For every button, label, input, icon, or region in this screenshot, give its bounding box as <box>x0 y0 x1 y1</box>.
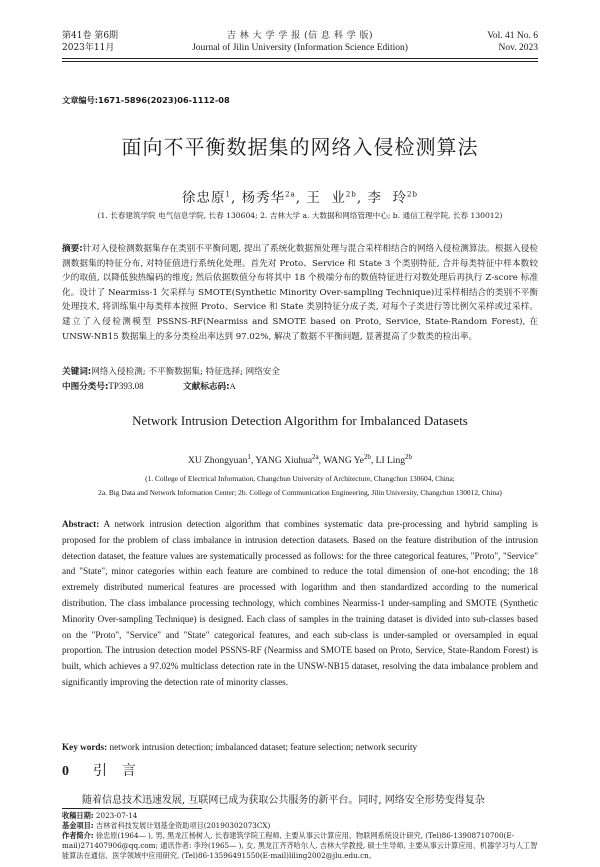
author-zh: 杨秀华$^{2a}$ <box>241 190 296 206</box>
author-en: LI Ling$^{2b}$ <box>375 453 412 467</box>
keywords-en-text: network intrusion detection; imbalanced dataset; feature selection; network security <box>109 742 418 752</box>
abstract-en <box>62 517 538 691</box>
author-en: WANG $Ye^{2b}$ <box>323 453 371 467</box>
abstract-zh-text: 针对入侵检测数据集存在类别不平衡问题, 提出了系统化数据预处理与混合采样相结合的网络入侵检测算法。根据入侵检测数据集的特征分布, 对特征值进行系统化处理。首先对 Proto、Service 和 State 3 个类别特征, 合并每类特征中样本数较少的取值, 以降低独热编码的维度; 然后依据数值分布将其中 18 个极端分布的数值特征进行对数处理后再执行 Z-score 标准化。设计了 Nearmiss-1 欠采样与 SMOTE(Synthetic Minority Over-sampling Technique)过采样相结合的类别不平衡处理技术, 将训练集中每类样本按照 Proto、Service 和 State 类别特征分成子类, 对每个子类进行等比例欠采样或过采样。建立了入侵检测模型 PSSNS-RF(Nearmiss and SMOTE based on Proto, Service, State-Random Forest), 在 UNSW-NB15 数据集上的多分类检出率达到 97.02%, 解决了数据不平衡问题, 显著提高了少数类的检出率。 <box>62 244 539 342</box>
affiliation-en-2: 2a. Big Data and Network Information Center; 2b. College of Communication Engineering, Jilin University, Changchun 130012, China) <box>98 488 502 497</box>
intro-paragraph: 随着信息技术迅速发展, 互联网已成为获取公共服务的新平台。同时, 网络安全形势变得复杂 <box>82 795 485 806</box>
abstract-zh <box>62 242 538 344</box>
footnote-received: 收稿日期: 2023-07-14 <box>62 811 138 820</box>
journal-name-en: Journal of Jilin University (Information Science Edition) <box>192 43 408 53</box>
abstract-zh-label: 摘要: <box>62 244 83 254</box>
footnote-bio: 作者简介: 徐忠原(1964— ), 男, 黑龙江杨树人, 长春建筑学院工程师, 主要从事云计算应用、物联网系统设计研究, (Tel)86-13908710700(E-mail)271407906@qq.com; 通讯作者: 李玲(1965— ), 女, 黑龙江齐齐哈尔人, 吉林大学教授, 硕士生导师, 主要从事云计算应用、机器学习与人工智能算法在通信、医学领域中应用研究, (Tel)86-13596491550(E-mail)liling2002@jlu.edu.cn。 <box>62 831 538 861</box>
abstract-en-label: Abstract: <box>62 519 100 529</box>
journal-name-zh: 吉 林 大 学 学 报 (信 息 科 学 版) <box>226 31 374 41</box>
authors-zh: 徐忠原$^1$, 杨秀华$^{2a}$, 王 业$^{2b}$, 李 玲$^{2b}$ <box>182 190 418 206</box>
author-zh: 徐忠原$^1$ <box>182 190 231 206</box>
volume-issue-zh: 第41卷 第6期 <box>62 31 119 41</box>
author-en: YANG Xiuhua$^{2a}$ <box>255 453 319 467</box>
author-zh: 王 业$^{2b}$ <box>306 190 357 206</box>
date-zh: 2023年11月 <box>62 43 115 53</box>
authors-en: XU Zhongyuan$^1$, YANG Xiuhua$^{2a}$, WANG $Ye^{2b}$, LI Ling$^{2b}$ <box>188 453 412 467</box>
doc-code: A <box>229 381 236 391</box>
classification-line: 中图分类号:TP393.08 文献标志码:A <box>62 381 236 392</box>
header-rule-thin <box>62 61 538 62</box>
header-rule-thick <box>62 58 538 59</box>
section-number: 0 <box>62 764 71 779</box>
footnote-rule <box>62 808 202 809</box>
section-title: 引 言 <box>93 763 138 779</box>
clc-number: TP393.08 <box>108 381 144 391</box>
section-heading <box>62 760 138 780</box>
title-zh: 面向不平衡数据集的网络入侵检测算法 <box>121 135 479 159</box>
volume-issue-en: Vol. 41 No. 6 <box>487 31 538 41</box>
author-zh: 李 玲$^{2b}$ <box>367 190 418 206</box>
title-en: Network Intrusion Detection Algorithm for Imbalanced Datasets <box>132 413 468 428</box>
article-id: 文章编号:1671-5896(2023)06-1112-08 <box>62 95 230 105</box>
affiliation-zh: (1. 长春建筑学院 电气信息学院, 长春 130604; 2. 吉林大学 a. 大数据和网络管理中心; b. 通信工程学院, 长春 130012) <box>97 211 503 220</box>
affiliation-en-1: (1. College of Electrical Information, Changchun University of Architecture, Changchun 130604, China; <box>145 474 455 483</box>
abstract-en-text: A network intrusion detection algorithm that combines systematic data pre-processing and hybrid sampling is proposed for the problem of class imbalance in intrusion detection datasets. Based on the feature distribution of the intrusion detection dataset, the feature values are systematically processed as follows: for the three categorical features, "Proto", "Service" and "State", minor categories within each feature are combined to reduce the total dimension of one-hot encoding; the 18 extremely distributed numerical features are processed with logarithm and then standardized according to the numerical distribution. The class imbalance processing technology, which combines Nearmiss-1 under-sampling and SMOTE (Synthetic Minority Over-sampling Technique) is designed. Each class of samples in the training dataset is divided into sub-classes based on the "Proto", "Service" and "State" categorical features, and each sub-class is under-sampled or oversampled in equal proportion. The intrusion detection model PSSNS-RF (Nearmiss and SMOTE based on Proto, Service, State-Random Forest) is built, which achieves a 97.02% multiclass detection rate in the UNSW-NB15 dataset, resolving the data imbalance problem and significantly improving the detection rate of minority classes. <box>62 519 538 687</box>
keywords-zh: 关键词:网络入侵检测; 不平衡数据集; 特征选择; 网络安全 <box>62 367 280 377</box>
date-en: Nov. 2023 <box>498 43 538 53</box>
keywords-zh-text: 网络入侵检测; 不平衡数据集; 特征选择; 网络安全 <box>91 367 280 377</box>
footnote-fund: 基金项目: 吉林省科技发展计划基金资助项目(20190302073CX) <box>62 821 271 830</box>
author-en: XU Zhongyuan$^1$ <box>188 453 251 467</box>
keywords-en: Key words: network intrusion detection; imbalanced dataset; feature selection; network security <box>62 742 418 752</box>
